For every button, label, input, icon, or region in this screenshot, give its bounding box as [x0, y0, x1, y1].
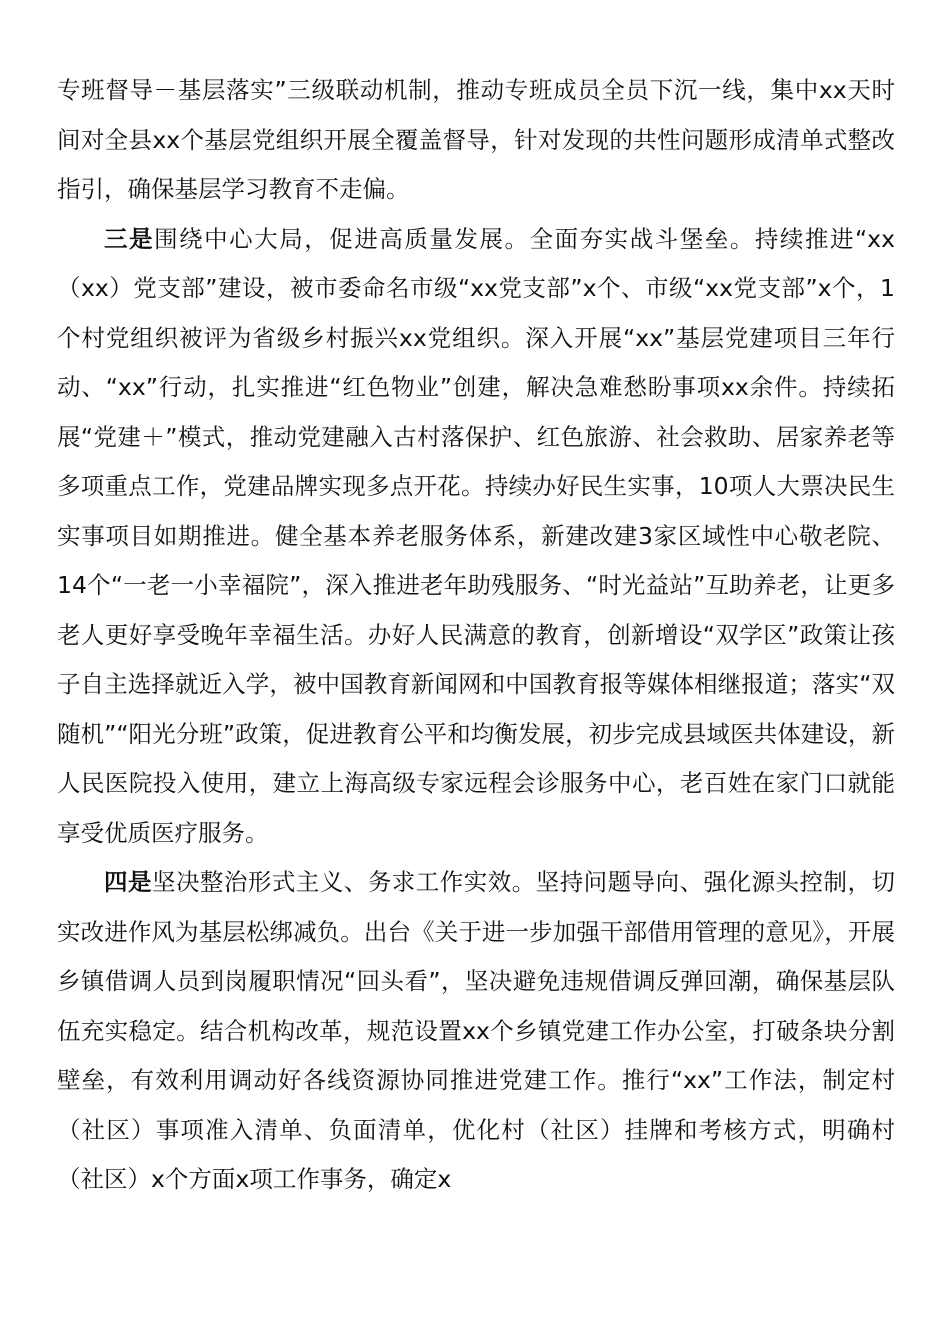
paragraph-2-text: 围绕中心大局，促进高质量发展。全面夯实战斗堡垒。持续推进“xx（xx）党支部”建设，被市委命名市级“xx党支部”x个、市级“xx党支部”x个，1个村党组织被评为省级乡村振兴xx党组织。深入开展“xx”基层党建项目三年行动、“xx”行动，扎实推进“红色物业”创建，解决急难愁盼事项xx余件。持续拓展“党建＋”模式，推动党建融入古村落保护、红色旅游、社会救助、居家养老等多项重点工作，党建品牌实现多点开花。持续办好民生实事，10项人大票决民生实事项目如期推进。健全基本养老服务体系，新建改建3家区域性中心敬老院、14个“一老一小幸福院”，深入推进老年助残服务、“时光益站”互助养老，让更多老人更好享受晚年幸福生活。办好人民满意的教育，创新增设“双学区”政策让孩子自主选择就近入学，被中国教育新闻网和中国教育报等媒体相继报道；落实“双随机”“阳光分班”政策，促进教育公平和均衡发展，初步完成县域医共体建设，新人民医院投入使用，建立上海高级专家远程会诊服务中心，老百姓在家门口就能享受优质医疗服务。: [57, 224, 895, 847]
paragraph-third-point: [57, 215, 895, 859]
document-body: [57, 66, 895, 1205]
paragraph-1-text: 专班督导－基层落实”三级联动机制，推动专班成员全员下沉一线，集中xx天时间对全县xx个基层党组织开展全覆盖督导，针对发现的共性问题形成清单式整改指引，确保基层学习教育不走偏。: [57, 76, 895, 203]
paragraph-3-text: 坚决整治形式主义、务求工作实效。坚持问题导向、强化源头控制，切实改进作风为基层松绑减负。出台《关于进一步加强干部借用管理的意见》，开展乡镇借调人员到岗履职情况“回头看”，坚决避免违规借调反弹回潮，确保基层队伍充实稳定。结合机构改革，规范设置xx个乡镇党建工作办公室，打破条块分割壁垒，有效利用调动好各线资源协同推进党建工作。推行“xx”工作法，制定村（社区）事项准入清单、负面清单，优化村（社区）挂牌和考核方式，明确村（社区）x个方面x项工作事务，确定x: [57, 868, 895, 1193]
paragraph-fourth-point: [57, 858, 895, 1205]
paragraph-3-lead: 四是: [104, 868, 152, 896]
paragraph-2-lead: 三是: [104, 224, 155, 253]
paragraph-continued: [57, 66, 895, 215]
